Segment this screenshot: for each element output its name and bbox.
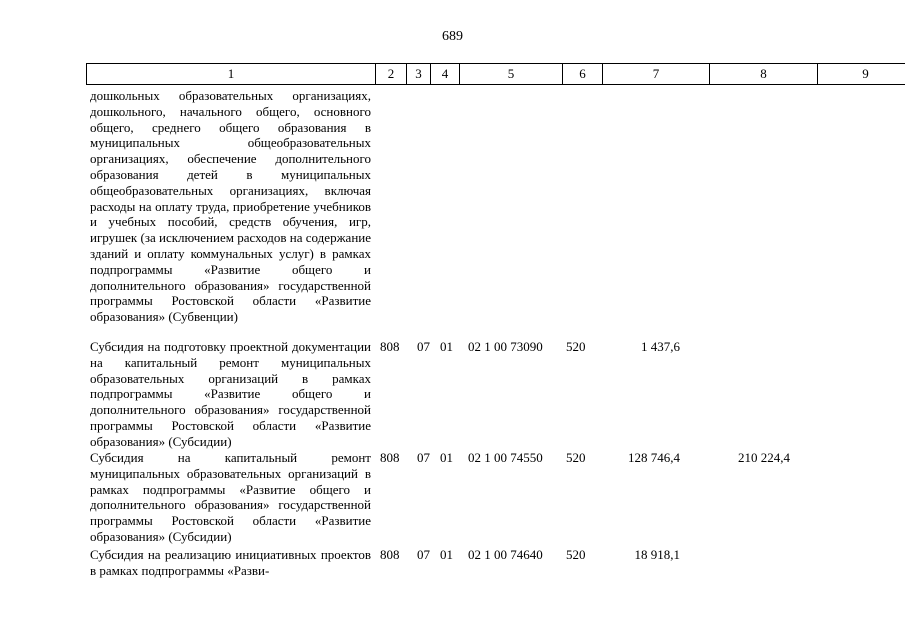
ministry-code: 808	[380, 450, 400, 465]
section-code: 07	[417, 547, 430, 562]
amount-year1: 1 437,6	[641, 339, 680, 354]
section-code: 07	[417, 339, 430, 354]
header-col-3: 3	[407, 64, 431, 84]
target-article-code: 02 1 00 73090	[468, 339, 543, 354]
subsection-code: 01	[440, 547, 453, 562]
header-col-2: 2	[376, 64, 407, 84]
header-col-7: 7	[603, 64, 710, 84]
continuation-text: дошкольных образовательных организациях, дошкольного, начального общего, основного общего, среднего общего образования в муниципальных общеобразовательных организациях, обеспечение дополнительного образования детей в муниципальных общеобразовательных организациях, включая расходы на оплату труда, приобретение учебников и учебных пособий, средств обучения, игр, игрушек (за исключением расходов на содержание зданий и оплату коммунальных услуг) в рамках подпрограммы «Развитие общего и дополнительного образования» государственной программы Ростовской области «Развитие образования» (Субвенции)	[90, 88, 371, 325]
page-number: 689	[442, 29, 463, 44]
header-col-5: 5	[460, 64, 563, 84]
amount-year1: 18 918,1	[634, 547, 680, 562]
ministry-code: 808	[380, 547, 400, 562]
subsection-code: 01	[440, 450, 453, 465]
table-header	[86, 63, 905, 85]
row-description: Субсидия на реализацию инициативных проектов в рамках подпрограммы «Разви-	[90, 547, 371, 578]
section-code: 07	[417, 450, 430, 465]
expense-type-code: 520	[566, 339, 586, 354]
header-col-1: 1	[87, 64, 376, 84]
ministry-code: 808	[380, 339, 400, 354]
table-row	[90, 339, 830, 449]
row-description: Субсидия на капитальный ремонт муниципальных образовательных организаций в рамках подпрограммы «Развитие общего и дополнительного образования» государственной программы Ростовской области «Развитие образования» (Субсидии)	[90, 450, 371, 544]
subsection-code: 01	[440, 339, 453, 354]
amount-year2: 210 224,4	[738, 450, 790, 465]
expense-type-code: 520	[566, 450, 586, 465]
header-col-9: 9	[862, 66, 869, 81]
target-article-code: 02 1 00 74550	[468, 450, 543, 465]
header-col-8: 8	[710, 64, 818, 84]
header-col-4: 4	[431, 64, 460, 84]
table-row	[90, 547, 830, 597]
expense-type-code: 520	[566, 547, 586, 562]
header-col-6: 6	[563, 64, 603, 84]
amount-year1: 128 746,4	[628, 450, 680, 465]
target-article-code: 02 1 00 74640	[468, 547, 543, 562]
table-row	[90, 450, 830, 560]
row-description: Субсидия на подготовку проектной документации на капитальный ремонт муниципальных образовательных организаций в рамках подпрограммы «Развитие общего и дополнительного образования» государственной программы Ростовской области «Развитие образования» (Субсидии)	[90, 339, 371, 449]
